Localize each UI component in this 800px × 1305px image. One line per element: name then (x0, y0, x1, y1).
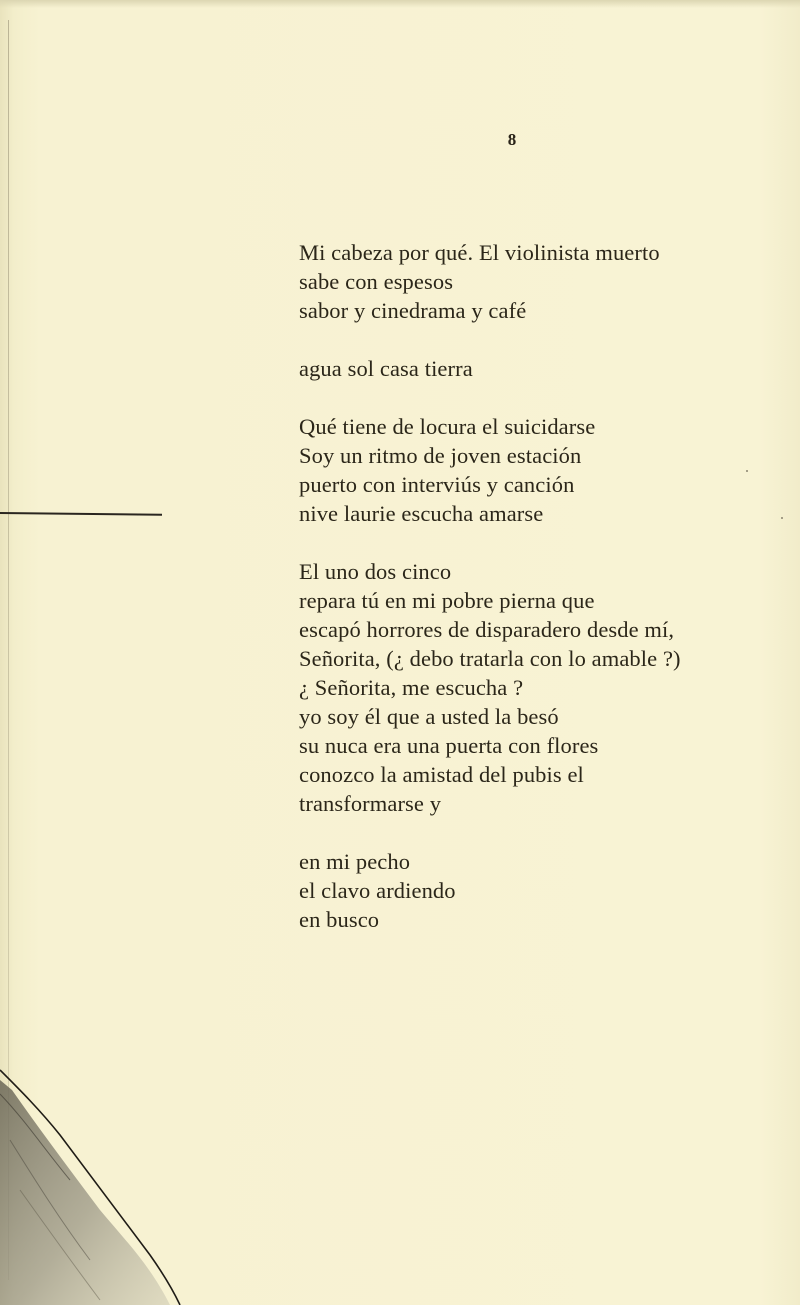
poem-line: Soy un ritmo de joven estación (299, 443, 582, 468)
poem-line: puerto con interviús y canción (299, 472, 575, 497)
poem-line: en mi pecho (299, 849, 411, 874)
stanza (299, 238, 759, 325)
poem (299, 238, 759, 963)
sketch-line (0, 512, 162, 516)
stanza (299, 557, 759, 818)
poem-line: en busco (299, 907, 380, 932)
poem-line: transformarse y (299, 791, 442, 816)
page-top-shadow (0, 0, 800, 8)
poem-line: sabor y cinedrama y café (299, 298, 527, 323)
paper-speck (746, 470, 748, 472)
poem-line: El uno dos cinco (299, 559, 452, 584)
poem-line: yo soy él que a usted la besó (299, 704, 559, 729)
poem-line: sabe con espesos (299, 269, 454, 294)
poem-line: su nuca era una puerta con flores (299, 733, 599, 758)
poem-line: escapó horrores de disparadero desde mí, (299, 617, 675, 642)
stanza (299, 354, 759, 383)
paper-speck (781, 517, 783, 519)
poem-line: conozco la amistad del pubis el (299, 762, 584, 787)
corner-sketch-illustration (0, 1060, 200, 1305)
poem-line: repara tú en mi pobre pierna que (299, 588, 595, 613)
poem-line: nive laurie escucha amarse (299, 501, 544, 526)
poem-line: Mi cabeza por qué. El violinista muerto (299, 240, 660, 265)
poem-line: el clavo ardiendo (299, 878, 456, 903)
poem-line: Señorita, (¿ debo tratarla con lo amable ?) (299, 646, 681, 671)
poem-line: agua sol casa tierra (299, 356, 473, 381)
poem-line: Qué tiene de locura el suicidarse (299, 414, 596, 439)
poem-line: ¿ Señorita, me escucha ? (299, 675, 524, 700)
stanza (299, 412, 759, 528)
stanza (299, 847, 759, 934)
page-number: 8 (507, 130, 517, 149)
